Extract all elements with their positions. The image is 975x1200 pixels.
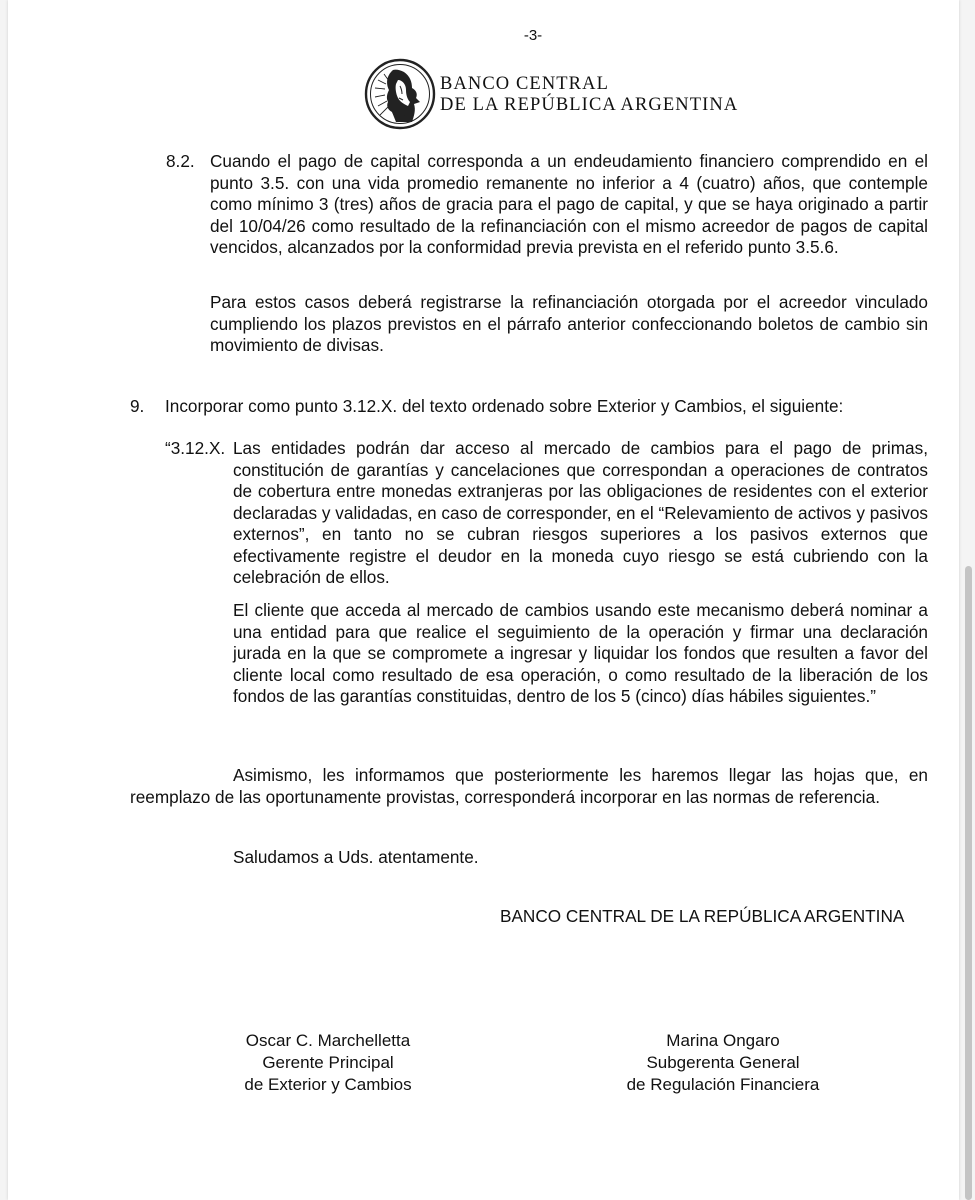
signatory-title: Subgerenta General bbox=[646, 1053, 800, 1072]
scrollbar-track[interactable] bbox=[963, 0, 975, 1200]
scrollbar-thumb[interactable] bbox=[965, 566, 972, 1200]
closing-institution: BANCO CENTRAL DE LA REPÚBLICA ARGENTINA bbox=[500, 906, 905, 926]
header-org-line2: DE LA REPÚBLICA ARGENTINA bbox=[440, 95, 739, 115]
header-org-line1: BANCO CENTRAL bbox=[440, 74, 609, 94]
document-page bbox=[8, 0, 959, 1200]
page-number: -3- bbox=[523, 27, 543, 44]
signatory-name: Marina Ongaro bbox=[666, 1031, 780, 1050]
quote-label: “3.12.X. bbox=[165, 438, 226, 458]
signatory-name: Oscar C. Marchelletta bbox=[245, 1031, 411, 1050]
quote-paragraph-1: Las entidades podrán dar acceso al mercado de cambios para el pago de primas, constitución de garantías y cancelaciones que correspondan a operaciones de contratos de cobertura entre monedas extranjeras por las obligaciones de residentes con el exterior declaradas y validadas, en caso de corresponder, en el “Relevamiento de activos y pasivos externos”, en tanto no se cubran riesgos superiores a los pasivos externos que efectivamente registre el deudor en la moneda cuyo riesgo se está cubriendo con la celebración de ellos. bbox=[233, 438, 928, 587]
effigy-seal-icon bbox=[364, 58, 436, 130]
signature-block-left bbox=[213, 1030, 443, 1096]
header-org-name bbox=[440, 74, 738, 116]
closing-asimismo: Asimismo, les informamos que posteriormente les haremos llegar las hojas que, en reemplazo de las oportunamente provistas, corresponderá incorporar en las normas de referencia. bbox=[130, 765, 928, 807]
item-9-number: 9. bbox=[130, 396, 145, 416]
signature-block-right bbox=[608, 1030, 838, 1096]
item-8-2-number: 8.2. bbox=[166, 151, 195, 171]
closing-salutation: Saludamos a Uds. atentamente. bbox=[233, 847, 479, 867]
signatory-department: de Regulación Financiera bbox=[626, 1075, 820, 1094]
quote-paragraph-2: El cliente que acceda al mercado de cambios usando este mecanismo deberá nominar a una entidad para que realice el seguimiento de la operación y firmar una declaración jurada en la que se compromete a ingresar y liquidar los fondos que resulten a favor del cliente local como resultado de esa operación, o como resultado de la liberación de los fondos de las garantías constituidas, dentro de los 5 (cinco) días hábiles siguientes.” bbox=[233, 600, 928, 706]
signatory-title: Gerente Principal bbox=[262, 1053, 394, 1072]
item-9-intro: Incorporar como punto 3.12.X. del texto ordenado sobre Exterior y Cambios, el siguiente: bbox=[165, 396, 844, 416]
signatory-department: de Exterior y Cambios bbox=[244, 1075, 412, 1094]
item-8-2-paragraph-2: Para estos casos deberá registrarse la refinanciación otorgada por el acreedor vinculado cumpliendo los plazos previstos en el párrafo anterior confeccionando boletos de cambio sin movimiento de divisas. bbox=[210, 292, 928, 355]
item-8-2-paragraph-1: Cuando el pago de capital corresponda a un endeudamiento financiero comprendido en el punto 3.5. con una vida promedio remanente no inferior a 4 (cuatro) años, que contemple como mínimo 3 (tres) años de gracia para el pago de capital, y que se haya originado a partir del 10/04/26 como resultado de la refinanciación con el mismo acreedor de pagos de capital vencidos, alcanzados por la conformidad previa prevista en el referido punto 3.5.6. bbox=[210, 151, 928, 257]
